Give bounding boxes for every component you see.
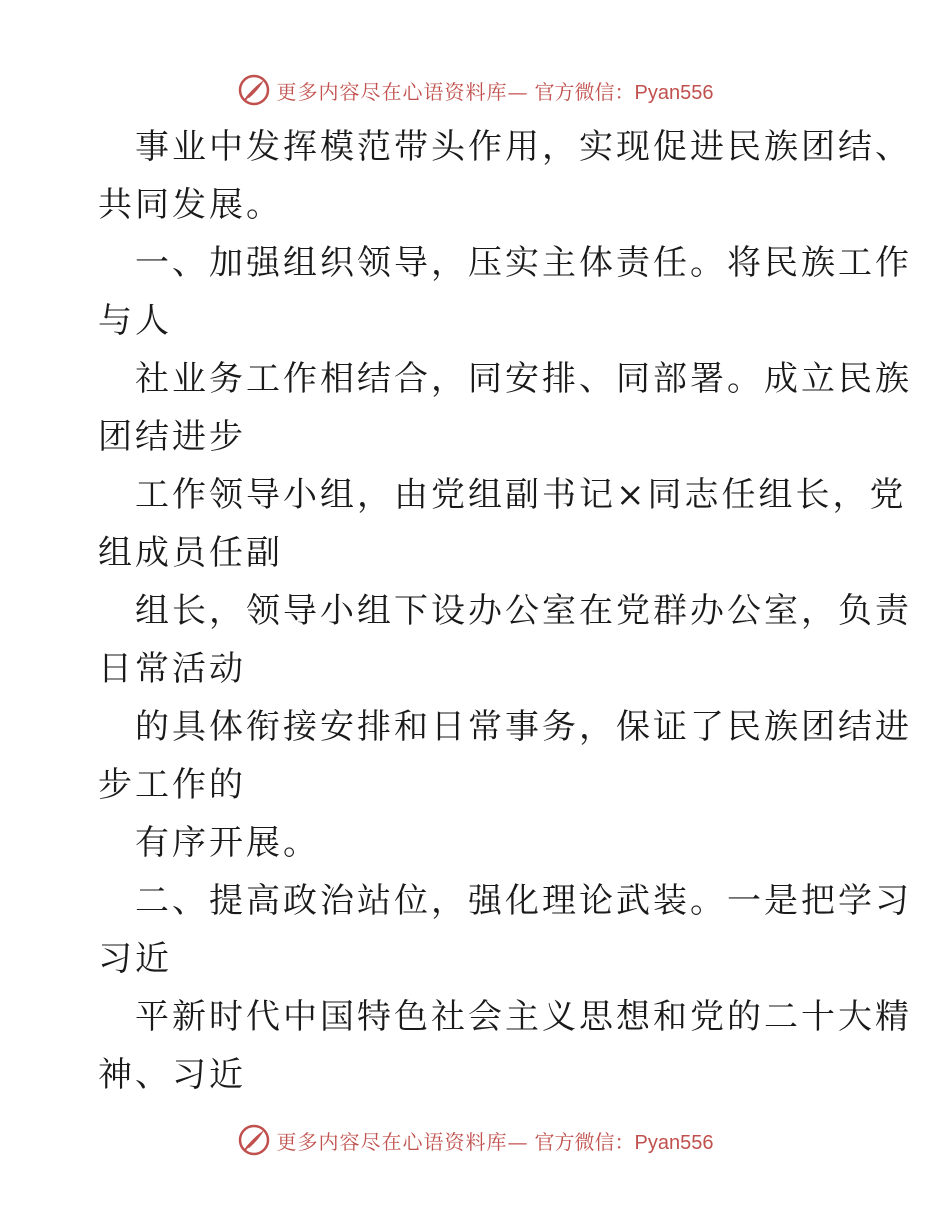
text-line: 组成员任副 [98, 533, 283, 573]
text-line: 步工作的 [98, 765, 246, 805]
text-line: 与人 [98, 301, 172, 341]
watermark-text: 更多内容尽在心语资料库— [276, 79, 529, 104]
quill-pen-logo-icon [237, 1123, 271, 1157]
text-line: 一、加强组织领导，压实主体责任。将民族工作 [135, 243, 912, 283]
text-line: 神、习近 [98, 1055, 246, 1095]
text-line: 团结进步 [98, 417, 246, 457]
text-line: 组长，领导小组下设办公室在党群办公室，负责 [135, 591, 912, 631]
text-line: 事业中发挥模范带头作用，实现促进民族团结、 [135, 127, 912, 167]
text-line: 日常活动 [98, 649, 246, 689]
watermark-contact: 官方微信：Pyan556 [534, 1131, 714, 1154]
quill-pen-logo-icon [237, 73, 271, 107]
text-line: 的具体衔接安排和日常事务，保证了民族团结进 [135, 707, 912, 747]
text-line: 二、提高政治站位，强化理论武装。一是把学习 [135, 881, 912, 921]
text-line: 工作领导小组，由党组副书记×同志任组长，党 [135, 475, 907, 515]
text-line: 习近 [98, 939, 172, 979]
header-watermark [0, 70, 950, 110]
footer-watermark [0, 1120, 950, 1160]
watermark-contact: 官方微信：Pyan556 [534, 81, 714, 104]
text-line: 有序开展。 [135, 823, 320, 863]
text-line: 社业务工作相结合，同安排、同部署。成立民族 [135, 359, 912, 399]
watermark-text: 更多内容尽在心语资料库— [276, 1129, 529, 1154]
document-body [98, 118, 912, 1104]
text-line: 平新时代中国特色社会主义思想和党的二十大精 [135, 997, 912, 1037]
text-line: 共同发展。 [98, 185, 283, 225]
